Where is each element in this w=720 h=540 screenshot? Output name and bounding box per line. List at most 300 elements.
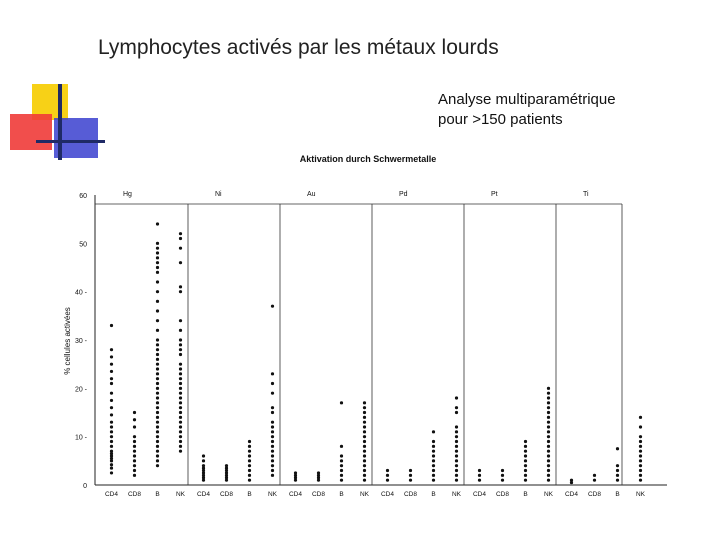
x-tick-label: NK <box>451 491 462 498</box>
data-point <box>616 447 619 450</box>
data-point <box>501 474 504 477</box>
slide-title: Lymphocytes activés par les métaux lourds <box>98 36 499 59</box>
column-b <box>523 440 527 498</box>
data-point <box>639 450 642 453</box>
data-point <box>524 445 527 448</box>
data-point <box>156 363 159 366</box>
x-tick-label: CD8 <box>495 491 510 498</box>
data-point <box>156 372 159 375</box>
data-point <box>110 440 113 443</box>
data-point <box>156 280 159 283</box>
y-axis-ticks <box>75 193 88 490</box>
data-point <box>639 440 642 443</box>
data-point <box>547 464 550 467</box>
x-tick-label: CD8 <box>219 491 234 498</box>
data-point <box>455 469 458 472</box>
data-point <box>340 401 343 404</box>
y-tick-label: 60 <box>79 193 87 200</box>
data-point <box>432 445 435 448</box>
data-point <box>363 416 366 419</box>
column-b <box>431 430 435 498</box>
data-point <box>133 469 136 472</box>
column-nk <box>176 232 186 498</box>
data-point <box>524 450 527 453</box>
data-point <box>455 450 458 453</box>
group-label: Ni <box>215 191 222 198</box>
column-cd8 <box>404 469 417 498</box>
data-point <box>432 454 435 457</box>
data-point <box>547 416 550 419</box>
column-nk <box>268 305 278 498</box>
data-point <box>271 421 274 424</box>
data-point <box>179 387 182 390</box>
data-point <box>179 435 182 438</box>
data-point <box>156 464 159 467</box>
data-point <box>156 266 159 269</box>
y-tick-label: 0 <box>83 483 87 490</box>
data-point <box>156 416 159 419</box>
data-point <box>156 338 159 341</box>
data-point <box>363 406 366 409</box>
data-point <box>524 464 527 467</box>
column-b <box>247 440 251 498</box>
group-label: Hg <box>123 191 132 198</box>
data-point <box>110 363 113 366</box>
x-tick-label: CD8 <box>403 491 418 498</box>
data-point <box>547 479 550 482</box>
data-point <box>363 440 366 443</box>
data-point <box>179 247 182 250</box>
data-point <box>179 367 182 370</box>
data-point <box>340 464 343 467</box>
data-point <box>179 290 182 293</box>
data-point <box>179 425 182 428</box>
data-point <box>363 421 366 424</box>
data-point <box>179 232 182 235</box>
x-tick-label: B <box>155 491 160 498</box>
x-tick-label: CD4 <box>104 491 119 498</box>
data-point <box>363 445 366 448</box>
column-cd4 <box>197 454 210 498</box>
data-point <box>616 474 619 477</box>
data-point <box>639 425 642 428</box>
y-tick-label: 10 - <box>74 434 87 442</box>
data-point <box>156 377 159 380</box>
data-point <box>317 471 320 474</box>
data-point <box>156 319 159 322</box>
data-point <box>156 358 159 361</box>
data-point <box>455 440 458 443</box>
data-point <box>110 382 113 385</box>
data-point <box>248 469 251 472</box>
data-point <box>156 425 159 428</box>
data-point <box>156 353 159 356</box>
data-point <box>156 396 159 399</box>
data-point <box>156 261 159 264</box>
data-point <box>179 353 182 356</box>
data-point <box>478 469 481 472</box>
data-point <box>363 411 366 414</box>
data-point <box>547 425 550 428</box>
data-point <box>179 237 182 240</box>
data-point <box>156 300 159 303</box>
data-point <box>179 329 182 332</box>
x-tick-label: B <box>523 491 528 498</box>
data-point <box>133 454 136 457</box>
data-point <box>593 474 596 477</box>
data-point <box>455 425 458 428</box>
data-point <box>524 469 527 472</box>
data-point <box>432 430 435 433</box>
data-point <box>179 416 182 419</box>
x-tick-label: NK <box>267 491 278 498</box>
group-label: Pd <box>399 191 408 198</box>
data-point <box>202 464 205 467</box>
data-point <box>294 471 297 474</box>
data-point <box>271 382 274 385</box>
data-point <box>156 343 159 346</box>
data-point <box>179 421 182 424</box>
data-point <box>271 435 274 438</box>
data-point <box>455 435 458 438</box>
data-point <box>248 440 251 443</box>
data-point <box>524 479 527 482</box>
column-cd4 <box>105 324 118 498</box>
data-point <box>639 445 642 448</box>
group-hg <box>105 191 186 498</box>
data-point <box>271 430 274 433</box>
data-point <box>524 459 527 462</box>
data-point <box>340 445 343 448</box>
data-point <box>179 363 182 366</box>
column-nk <box>452 396 462 498</box>
data-point <box>156 251 159 254</box>
data-point <box>455 396 458 399</box>
data-point <box>179 445 182 448</box>
data-point <box>363 401 366 404</box>
data-point <box>639 416 642 419</box>
data-point <box>432 459 435 462</box>
data-point <box>110 430 113 433</box>
data-point <box>156 309 159 312</box>
data-point <box>156 440 159 443</box>
data-point <box>386 479 389 482</box>
group-ni <box>188 191 278 498</box>
data-point <box>179 372 182 375</box>
data-point <box>110 377 113 380</box>
data-point <box>432 479 435 482</box>
data-point <box>179 319 182 322</box>
data-point <box>432 469 435 472</box>
data-point <box>547 469 550 472</box>
data-point <box>386 474 389 477</box>
data-point <box>363 459 366 462</box>
column-b <box>615 447 619 498</box>
data-point <box>156 401 159 404</box>
data-point <box>271 450 274 453</box>
x-tick-label: CD4 <box>288 491 303 498</box>
data-point <box>547 392 550 395</box>
data-point <box>179 396 182 399</box>
x-tick-label: CD4 <box>380 491 395 498</box>
data-point <box>225 464 228 467</box>
data-point <box>432 450 435 453</box>
data-point <box>363 479 366 482</box>
x-tick-label: CD4 <box>472 491 487 498</box>
data-point <box>156 329 159 332</box>
data-point <box>110 425 113 428</box>
data-point <box>179 430 182 433</box>
data-point <box>386 469 389 472</box>
data-point <box>639 459 642 462</box>
data-point <box>248 454 251 457</box>
data-point <box>133 459 136 462</box>
column-b <box>339 401 343 498</box>
data-point <box>156 348 159 351</box>
data-point <box>639 454 642 457</box>
data-point <box>156 435 159 438</box>
data-point <box>340 474 343 477</box>
data-point <box>363 464 366 467</box>
data-point <box>248 474 251 477</box>
data-point <box>248 445 251 448</box>
data-point <box>593 479 596 482</box>
data-point <box>547 445 550 448</box>
data-point <box>432 474 435 477</box>
data-point <box>639 479 642 482</box>
column-cd8 <box>220 464 233 498</box>
data-point <box>271 305 274 308</box>
x-tick-label: CD4 <box>564 491 579 498</box>
data-point <box>340 459 343 462</box>
data-point <box>524 440 527 443</box>
data-point <box>156 256 159 259</box>
data-point <box>478 479 481 482</box>
data-point <box>547 406 550 409</box>
data-point <box>616 479 619 482</box>
column-cd4 <box>381 469 394 498</box>
x-tick-label: CD4 <box>196 491 211 498</box>
x-tick-label: CD8 <box>587 491 602 498</box>
data-point <box>156 450 159 453</box>
data-point <box>133 435 136 438</box>
data-point <box>363 430 366 433</box>
column-cd8 <box>496 469 509 498</box>
data-point <box>156 411 159 414</box>
data-point <box>524 454 527 457</box>
data-point <box>133 440 136 443</box>
data-point <box>110 445 113 448</box>
data-point <box>271 474 274 477</box>
group-pd <box>372 191 462 498</box>
data-point <box>110 392 113 395</box>
data-point <box>455 430 458 433</box>
x-tick-label: NK <box>359 491 370 498</box>
data-point <box>156 367 159 370</box>
data-point <box>110 421 113 424</box>
data-point <box>432 464 435 467</box>
data-point <box>455 464 458 467</box>
data-point <box>156 454 159 457</box>
data-point <box>570 479 573 482</box>
group-label: Ti <box>583 191 589 198</box>
data-point <box>156 387 159 390</box>
data-point <box>271 372 274 375</box>
data-point <box>202 454 205 457</box>
data-point <box>110 466 113 469</box>
group-au <box>280 191 370 498</box>
data-point <box>248 479 251 482</box>
data-point <box>639 469 642 472</box>
data-point <box>547 454 550 457</box>
data-point <box>616 464 619 467</box>
data-point <box>110 348 113 351</box>
column-b <box>155 222 159 498</box>
data-point <box>432 440 435 443</box>
data-point <box>110 413 113 416</box>
data-point <box>110 463 113 466</box>
column-nk <box>544 387 554 498</box>
data-point <box>547 387 550 390</box>
data-point <box>547 430 550 433</box>
data-point <box>363 474 366 477</box>
data-point <box>363 454 366 457</box>
x-tick-label: CD8 <box>311 491 326 498</box>
data-point <box>271 445 274 448</box>
group-label: Au <box>307 191 316 198</box>
data-point <box>547 401 550 404</box>
data-point <box>156 430 159 433</box>
data-point <box>271 411 274 414</box>
data-point <box>156 445 159 448</box>
data-point <box>271 440 274 443</box>
data-point <box>133 445 136 448</box>
data-point <box>110 435 113 438</box>
x-tick-label: NK <box>175 491 186 498</box>
data-point <box>363 450 366 453</box>
data-point <box>478 474 481 477</box>
data-point <box>271 406 274 409</box>
data-point <box>156 382 159 385</box>
chart-groups <box>105 191 646 498</box>
data-point <box>179 440 182 443</box>
x-tick-label: B <box>339 491 344 498</box>
data-point <box>179 392 182 395</box>
subtitle-line-1: Analyse multiparamétrique <box>438 91 616 108</box>
data-point <box>639 464 642 467</box>
data-point <box>363 435 366 438</box>
data-point <box>110 450 113 453</box>
data-point <box>455 411 458 414</box>
data-point <box>363 425 366 428</box>
data-point <box>156 247 159 250</box>
data-point <box>156 242 159 245</box>
column-cd4 <box>473 469 486 498</box>
data-point <box>179 382 182 385</box>
column-nk <box>636 416 646 498</box>
data-point <box>547 396 550 399</box>
data-point <box>156 459 159 462</box>
data-point <box>271 469 274 472</box>
data-point <box>547 440 550 443</box>
group-label: Pt <box>491 191 498 198</box>
data-point <box>340 479 343 482</box>
group-ti <box>556 191 646 498</box>
data-point <box>616 469 619 472</box>
data-point <box>110 324 113 327</box>
data-point <box>156 290 159 293</box>
data-point <box>409 474 412 477</box>
group-pt <box>464 191 554 498</box>
data-point <box>455 479 458 482</box>
data-point <box>455 445 458 448</box>
data-point <box>110 399 113 402</box>
data-point <box>455 474 458 477</box>
data-point <box>248 459 251 462</box>
data-point <box>179 377 182 380</box>
data-point <box>179 338 182 341</box>
data-point <box>179 343 182 346</box>
data-point <box>156 421 159 424</box>
data-point <box>547 474 550 477</box>
data-point <box>547 459 550 462</box>
data-point <box>179 406 182 409</box>
data-point <box>271 425 274 428</box>
data-point <box>547 435 550 438</box>
data-point <box>179 401 182 404</box>
data-point <box>409 479 412 482</box>
data-point <box>639 474 642 477</box>
data-point <box>524 474 527 477</box>
data-point <box>133 464 136 467</box>
data-point <box>179 411 182 414</box>
column-cd4 <box>565 479 578 498</box>
data-point <box>179 348 182 351</box>
y-tick-label: 50 <box>79 241 87 249</box>
data-point <box>409 469 412 472</box>
x-tick-label: B <box>431 491 436 498</box>
data-point <box>547 421 550 424</box>
x-tick-label: B <box>247 491 252 498</box>
data-point <box>248 450 251 453</box>
data-point <box>133 418 136 421</box>
data-point <box>363 469 366 472</box>
y-tick-label: 40 - <box>74 289 87 297</box>
data-point <box>202 459 205 462</box>
data-point <box>179 450 182 453</box>
data-point <box>110 471 113 474</box>
column-nk <box>360 401 370 498</box>
data-point <box>455 454 458 457</box>
data-point <box>110 406 113 409</box>
column-cd8 <box>588 474 601 498</box>
data-point <box>340 454 343 457</box>
data-point <box>110 370 113 373</box>
data-point <box>110 355 113 358</box>
data-point <box>501 469 504 472</box>
x-tick-label: CD8 <box>127 491 142 498</box>
data-point <box>133 474 136 477</box>
data-point <box>547 411 550 414</box>
y-tick-label: 30 - <box>74 338 87 345</box>
y-axis-label: % cellules activées <box>63 307 72 375</box>
data-point <box>271 392 274 395</box>
subtitle-line-2: pour >150 patients <box>438 111 563 128</box>
data-point <box>271 459 274 462</box>
data-point <box>271 464 274 467</box>
data-point <box>179 261 182 264</box>
data-point <box>455 406 458 409</box>
